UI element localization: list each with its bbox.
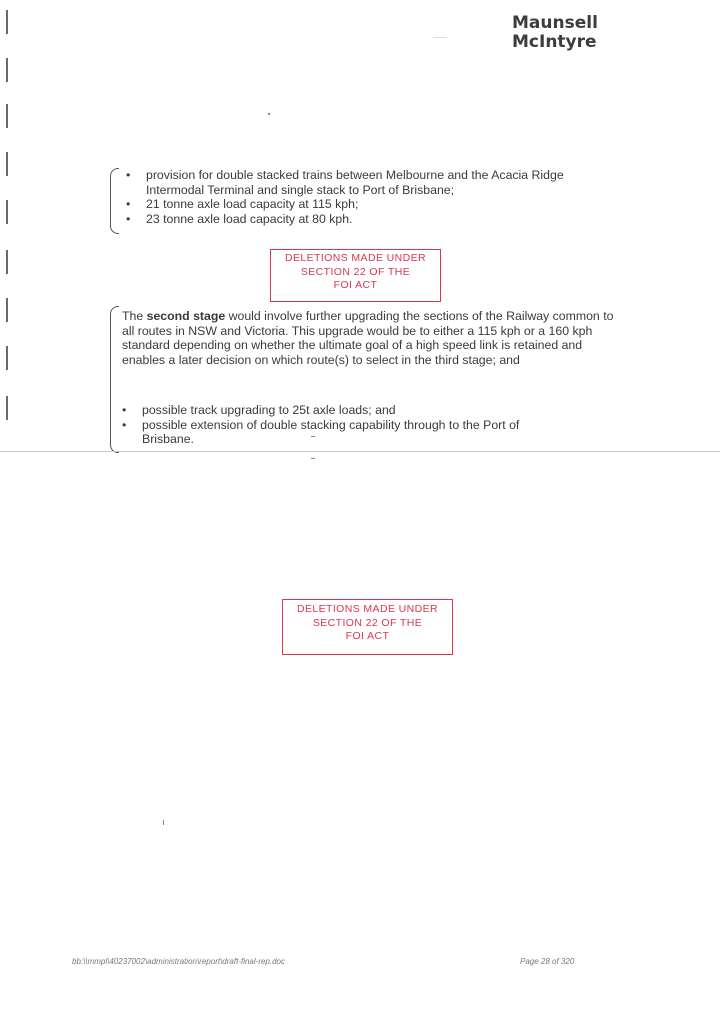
company-logo	[512, 14, 632, 52]
stamp-line-2: SECTION 22 OF THE	[300, 265, 411, 278]
second-stage-paragraph	[122, 309, 622, 367]
binder-mark-5	[6, 200, 8, 224]
binder-mark-8	[6, 346, 8, 370]
binder-mark-4	[6, 152, 8, 176]
foi-deletion-stamp	[282, 599, 453, 655]
paragraph-body: would involve further upgrading the sections of the Railway common to all routes in NSW and Victoria. This upgrade would be to either a 115 kph or a 160 kph standard depending on whether the ultimate goal of a high speed link is retained and enables a later decision on which route(s) to select in the third stage; and	[122, 309, 614, 367]
binder-mark-1	[6, 10, 8, 34]
binder-mark-6	[6, 250, 8, 274]
logo-line-2: McIntyre	[512, 32, 597, 52]
footer-page-number: Page 28 of 320	[520, 957, 575, 966]
scan-speck	[311, 436, 315, 437]
list-item: • provision for double stacked trains between Melbourne and the Acacia Ridge Intermodal Terminal and single stack to Port of Brisbane;	[122, 168, 602, 197]
stamp-line-2: SECTION 22 OF THE	[312, 616, 423, 629]
page-divider	[0, 451, 720, 452]
stamp-line-3: FOI ACT	[333, 279, 378, 291]
margin-bracket-1	[110, 168, 119, 234]
upgrade-options-list	[118, 403, 568, 447]
requirements-list	[122, 168, 602, 226]
footer-file-path: bb:\\mmpl\40237002\administration\report\draft-final-rep.doc	[72, 957, 285, 966]
scan-speck	[311, 458, 315, 459]
binder-mark-2	[6, 58, 8, 82]
binder-mark-3	[6, 104, 8, 128]
scan-speck	[433, 37, 447, 38]
paragraph-bold-term: second stage	[146, 309, 226, 323]
binder-mark-9	[6, 396, 8, 420]
stamp-line-3: FOI ACT	[345, 630, 390, 642]
paragraph-prefix: The	[122, 309, 147, 323]
foi-deletion-stamp	[270, 249, 441, 302]
list-item: • possible track upgrading to 25t axle loads; and	[118, 403, 568, 418]
list-item: • 21 tonne axle load capacity at 115 kph;	[122, 197, 602, 212]
scan-speck	[268, 113, 270, 115]
stamp-line-1: DELETIONS MADE UNDER	[284, 252, 427, 264]
stamp-line-1: DELETIONS MADE UNDER	[296, 603, 439, 615]
binder-mark-7	[6, 298, 8, 322]
logo-line-1: Maunsell	[512, 13, 598, 33]
list-item: • possible extension of double stacking capability through to the Port of Brisbane.	[118, 418, 568, 447]
list-item: • 23 tonne axle load capacity at 80 kph.	[122, 212, 602, 227]
scan-speck	[163, 820, 164, 825]
